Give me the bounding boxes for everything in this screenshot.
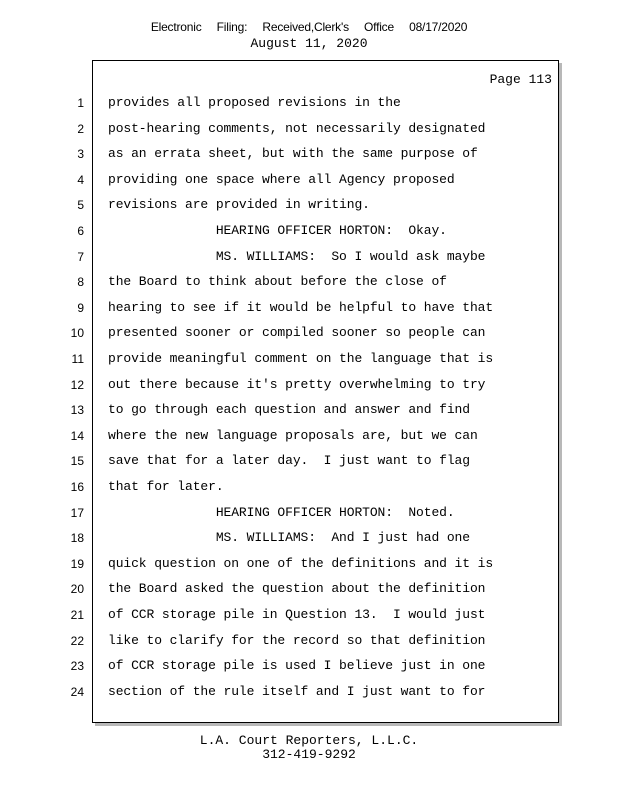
- line-number: 3: [77, 147, 84, 161]
- stamp-office: Office: [364, 20, 394, 34]
- footer-company: L.A. Court Reporters, L.L.C.: [199, 733, 419, 748]
- line-text: the Board asked the question about the definition: [108, 581, 486, 596]
- line-text: providing one space where all Agency proposed: [108, 172, 455, 187]
- line-number: 15: [70, 454, 84, 468]
- line-text: of CCR storage pile in Question 13. I would just: [108, 607, 486, 622]
- line-number: 5: [77, 198, 84, 212]
- line-text: section of the rule itself and I just want to for: [108, 684, 486, 699]
- line-number: 12: [70, 378, 84, 392]
- line-number: 10: [70, 326, 84, 340]
- line-text: to go through each question and answer and find: [108, 402, 470, 417]
- line-number: 6: [77, 224, 84, 238]
- line-text: HEARING OFFICER HORTON: Noted.: [108, 505, 455, 520]
- line-number: 21: [70, 608, 84, 622]
- line-text: post-hearing comments, not necessarily designated: [108, 121, 486, 136]
- line-text: where the new language proposals are, but we can: [108, 428, 478, 443]
- line-number: 18: [70, 531, 84, 545]
- line-number: 20: [70, 582, 84, 596]
- line-text: hearing to see if it would be helpful to have that: [108, 300, 494, 315]
- line-text: presented sooner or compiled sooner so people can: [108, 325, 486, 340]
- line-number: 7: [77, 250, 84, 264]
- stamp-date: 08/17/2020: [409, 20, 468, 34]
- line-number: 2: [77, 122, 84, 136]
- filing-stamp: [0, 20, 618, 34]
- line-number: 9: [77, 301, 84, 315]
- line-number: 8: [77, 275, 84, 289]
- stamp-filing: Filing:: [216, 20, 248, 34]
- line-number: 13: [70, 403, 84, 417]
- line-text: of CCR storage pile is used I believe just in one: [108, 658, 486, 673]
- line-text: MS. WILLIAMS: And I just had one: [108, 530, 470, 545]
- line-text: revisions are provided in writing.: [108, 197, 370, 212]
- line-text: out there because it's pretty overwhelming to try: [108, 377, 486, 392]
- line-text: like to clarify for the record so that definition: [108, 633, 486, 648]
- line-text: provides all proposed revisions in the: [108, 95, 401, 110]
- line-number: 19: [70, 557, 84, 571]
- line-text: quick question on one of the definitions and it is: [108, 556, 494, 571]
- line-number: 17: [70, 506, 84, 520]
- stamp-received: Received,Clerk's: [262, 20, 349, 34]
- line-text: HEARING OFFICER HORTON: Okay.: [108, 223, 447, 238]
- page-number: Page 113: [489, 72, 552, 87]
- line-number: 16: [70, 480, 84, 494]
- line-text: provide meaningful comment on the language that is: [108, 351, 494, 366]
- line-text: the Board to think about before the close of: [108, 274, 447, 289]
- stamp-electronic: Electronic: [150, 20, 202, 34]
- transcript-date: August 11, 2020: [250, 36, 368, 51]
- line-number: 23: [70, 659, 84, 673]
- line-number: 4: [77, 173, 84, 187]
- line-text: that for later.: [108, 479, 224, 494]
- footer-phone: 312-419-9292: [262, 747, 356, 762]
- line-number: 14: [70, 429, 84, 443]
- line-number: 22: [70, 634, 84, 648]
- line-text: save that for a later day. I just want to flag: [108, 453, 470, 468]
- line-text: as an errata sheet, but with the same purpose of: [108, 146, 478, 161]
- line-text: MS. WILLIAMS: So I would ask maybe: [108, 249, 486, 264]
- line-number: 24: [70, 685, 84, 699]
- line-number: 1: [77, 96, 84, 110]
- line-number: 11: [71, 352, 84, 366]
